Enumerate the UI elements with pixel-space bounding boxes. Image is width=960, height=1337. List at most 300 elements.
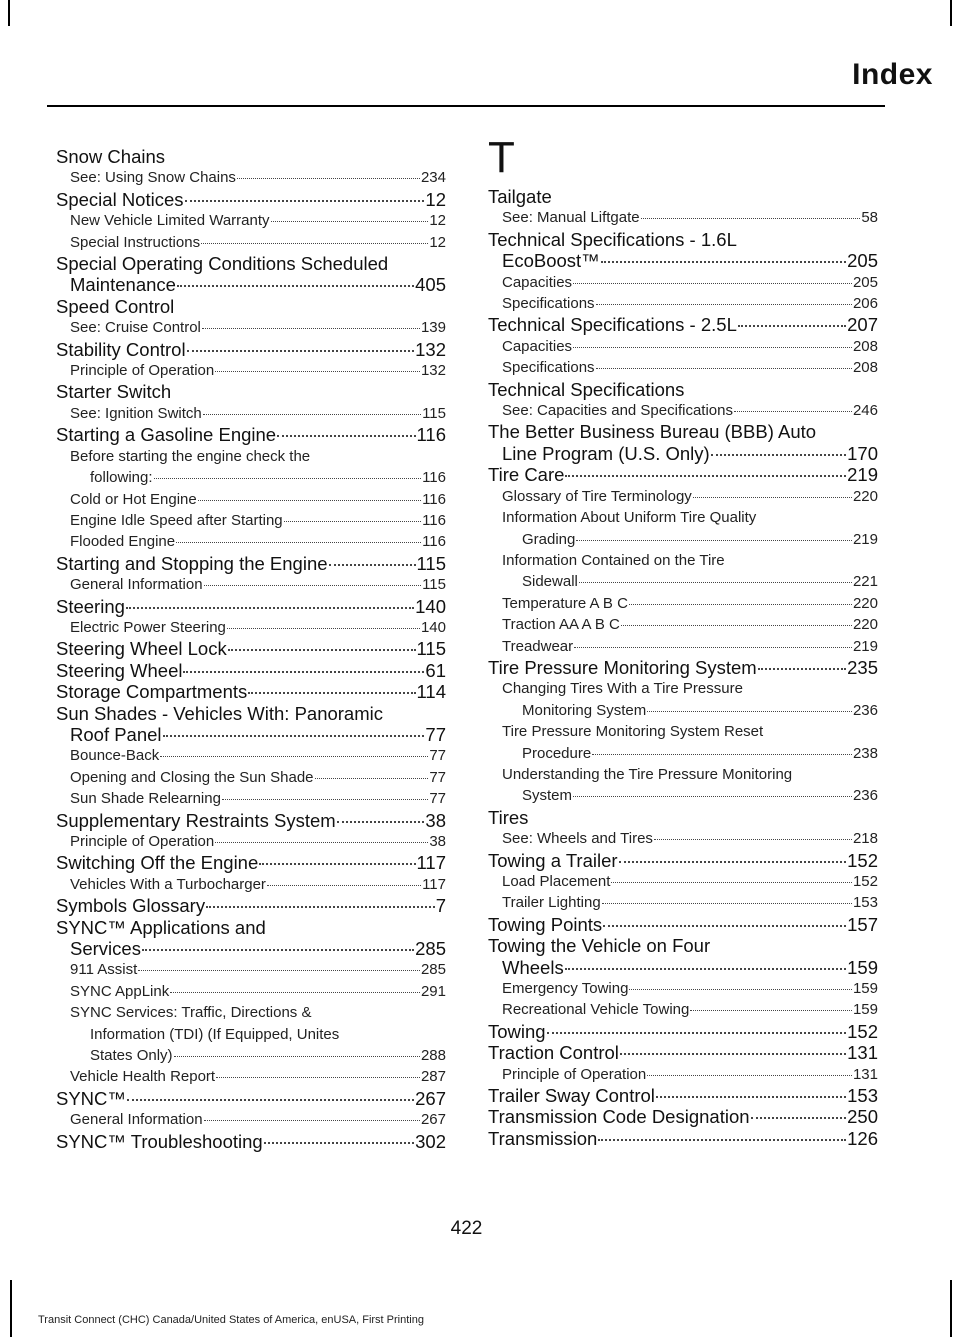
entry-text: Special Notices xyxy=(56,188,184,210)
entry-text: Roof Panel xyxy=(70,723,162,745)
dot-leader xyxy=(315,778,429,779)
index-entry xyxy=(56,638,446,659)
entry-page-number: 220 xyxy=(852,487,878,505)
index-subentry xyxy=(56,489,446,510)
entry-page-number: 131 xyxy=(852,1065,878,1083)
entry-page-number: 116 xyxy=(422,511,446,529)
index-entry xyxy=(488,379,878,400)
dot-leader xyxy=(620,1053,846,1055)
entry-text: Monitoring System xyxy=(522,701,647,719)
entry-text: SYNC™ xyxy=(56,1087,126,1109)
dot-leader xyxy=(228,649,416,651)
entry-text: Towing a Trailer xyxy=(488,849,618,871)
index-subentry xyxy=(488,400,878,421)
entry-page-number: 405 xyxy=(415,274,446,296)
dot-leader xyxy=(596,368,852,369)
entry-page-number: 285 xyxy=(420,961,446,979)
entry-text: Traction Control xyxy=(488,1042,619,1064)
index-subentry xyxy=(56,745,446,766)
index-entry xyxy=(488,807,878,828)
entry-text: Electric Power Steering xyxy=(70,618,226,636)
entry-page-number: 115 xyxy=(416,638,446,660)
dot-leader xyxy=(138,970,420,971)
index-entry xyxy=(56,596,446,617)
entry-text: Special Operating Conditions Scheduled xyxy=(56,253,389,275)
section-letter: T xyxy=(488,133,515,182)
entry-page-number: 287 xyxy=(420,1068,446,1086)
entry-text: Sun Shades - Vehicles With: Panoramic xyxy=(56,702,383,724)
dot-leader xyxy=(711,454,846,456)
entry-text: Principle of Operation xyxy=(70,833,215,850)
index-subentry xyxy=(56,1066,446,1087)
entry-text: SYNC Services: Traffic, Directions & xyxy=(70,1004,312,1022)
index-subentry xyxy=(56,617,446,638)
entry-text: Snow Chains xyxy=(56,146,166,167)
entry-text: Starting and Stopping the Engine xyxy=(56,552,328,574)
index-column-right xyxy=(488,133,878,1149)
entry-page-number: 116 xyxy=(422,490,446,508)
dot-leader xyxy=(204,585,422,586)
entry-page-number: 38 xyxy=(429,833,446,850)
index-subentry xyxy=(56,446,446,489)
crop-mark xyxy=(950,0,952,26)
dot-leader xyxy=(271,221,429,222)
dot-leader xyxy=(170,992,420,993)
title-divider xyxy=(47,105,885,107)
index-subentry xyxy=(56,210,446,231)
entry-text: See: Cruise Control xyxy=(70,319,201,337)
crop-mark xyxy=(8,0,10,26)
dot-leader xyxy=(621,625,852,626)
entry-page-number: 238 xyxy=(852,744,878,762)
index-subentry xyxy=(488,593,878,614)
dot-leader xyxy=(174,1056,420,1057)
index-entry xyxy=(56,917,446,960)
entry-page-number: 208 xyxy=(852,359,878,377)
dot-leader xyxy=(547,1032,847,1034)
entry-page-number: 126 xyxy=(847,1127,878,1149)
index-subentry xyxy=(488,828,878,849)
dot-leader xyxy=(565,475,846,477)
entry-page-number: 58 xyxy=(861,209,878,227)
index-column-left xyxy=(56,146,446,1152)
index-subentry xyxy=(56,1109,446,1130)
dot-leader xyxy=(647,1075,852,1076)
entry-text: SYNC™ Applications and xyxy=(56,916,266,938)
index-entry xyxy=(56,810,446,831)
index-entry xyxy=(56,339,446,360)
dot-leader xyxy=(629,989,852,990)
entry-page-number: 236 xyxy=(852,701,878,719)
entry-page-number: 132 xyxy=(420,362,446,380)
entry-text: Towing the Vehicle on Four xyxy=(488,935,711,957)
entry-page-number: 220 xyxy=(852,594,878,612)
index-subentry xyxy=(488,871,878,892)
index-subentry xyxy=(488,978,878,999)
entry-page-number: 139 xyxy=(420,319,446,337)
dot-leader xyxy=(202,328,420,329)
index-subentry xyxy=(488,293,878,314)
dot-leader xyxy=(216,1077,420,1078)
entry-page-number: 77 xyxy=(429,747,446,765)
dot-leader xyxy=(284,521,421,522)
index-entry xyxy=(488,314,878,335)
entry-text: Maintenance xyxy=(70,274,176,296)
index-entry xyxy=(488,1085,878,1106)
dot-leader xyxy=(185,200,425,202)
entry-text: Capacities xyxy=(502,273,573,291)
entry-page-number: 250 xyxy=(847,1106,878,1128)
entry-text: New Vehicle Limited Warranty xyxy=(70,212,270,230)
entry-text: Starter Switch xyxy=(56,381,172,403)
entry-text: General Information xyxy=(70,1111,203,1129)
entry-page-number: 302 xyxy=(415,1130,446,1152)
entry-text: System xyxy=(522,787,573,805)
dot-leader xyxy=(738,325,846,327)
entry-text: Tires xyxy=(488,806,529,828)
entry-text: Supplementary Restraints System xyxy=(56,809,336,831)
index-subentry xyxy=(56,959,446,980)
entry-page-number: 267 xyxy=(415,1087,446,1109)
index-subentry xyxy=(488,336,878,357)
entry-page-number: 157 xyxy=(847,913,878,935)
entry-page-number: 117 xyxy=(422,875,446,893)
entry-text: Information About Uniform Tire Quality xyxy=(502,509,757,527)
entry-text: Sidewall xyxy=(522,573,578,591)
entry-text: Trailer Sway Control xyxy=(488,1085,655,1107)
entry-text: Steering Wheel Lock xyxy=(56,638,227,660)
dot-leader xyxy=(198,500,421,501)
entry-text: See: Wheels and Tires xyxy=(502,830,653,848)
entry-text: Speed Control xyxy=(56,295,175,317)
entry-page-number: 219 xyxy=(852,530,878,548)
entry-text: Special Instructions xyxy=(70,233,201,251)
entry-text: Services xyxy=(70,938,141,960)
dot-leader xyxy=(248,692,415,694)
entry-page-number: 236 xyxy=(852,787,878,805)
index-entry xyxy=(488,914,878,935)
index-entry xyxy=(56,553,446,574)
dot-leader xyxy=(690,1010,852,1011)
entry-text: Specifications xyxy=(502,295,595,313)
entry-text: Capacities xyxy=(502,337,573,355)
index-subentry xyxy=(56,510,446,531)
entry-text: Towing Points xyxy=(488,913,603,935)
dot-leader xyxy=(641,218,861,219)
crop-mark xyxy=(10,1280,12,1337)
entry-page-number: 221 xyxy=(852,573,878,591)
index-entry xyxy=(488,850,878,871)
footer-text: Transit Connect (CHC) Canada/United States of America, enUSA, First Printing xyxy=(38,1314,424,1326)
index-entry xyxy=(56,424,446,445)
entry-page-number: 207 xyxy=(847,314,878,336)
dot-leader xyxy=(579,582,852,583)
index-subentry xyxy=(56,788,446,809)
dot-leader xyxy=(576,540,852,541)
entry-text: Tire Pressure Monitoring System Reset xyxy=(502,723,764,741)
entry-page-number: 159 xyxy=(852,980,878,998)
index-subentry xyxy=(56,360,446,381)
entry-text: Steering xyxy=(56,595,125,617)
entry-page-number: 219 xyxy=(852,637,878,655)
entry-page-number: 132 xyxy=(415,338,446,360)
index-subentry xyxy=(56,317,446,338)
entry-page-number: 117 xyxy=(416,852,446,874)
dot-leader xyxy=(227,628,420,629)
dot-leader xyxy=(160,756,428,757)
entry-text: Bounce-Back xyxy=(70,747,160,765)
dot-leader xyxy=(264,1142,414,1144)
dot-leader xyxy=(603,925,846,927)
index-subentry xyxy=(56,574,446,595)
entry-text: Engine Idle Speed after Starting xyxy=(70,511,283,529)
entry-page-number: 267 xyxy=(420,1111,446,1129)
index-entry xyxy=(56,381,446,402)
index-entry xyxy=(56,703,446,746)
entry-text: Steering Wheel xyxy=(56,659,183,681)
entry-text: See: Manual Liftgate xyxy=(502,209,640,227)
entry-text: EcoBoost™ xyxy=(502,250,600,272)
index-subentry xyxy=(488,207,878,228)
index-subentry xyxy=(488,999,878,1020)
entry-page-number: 152 xyxy=(847,849,878,871)
entry-text: Procedure xyxy=(522,744,592,762)
dot-leader xyxy=(126,607,414,609)
entry-text: Temperature A B C xyxy=(502,594,628,612)
index-entry xyxy=(56,852,446,873)
index-subentry xyxy=(488,892,878,913)
entry-page-number: 159 xyxy=(852,1001,878,1019)
entry-page-number: 206 xyxy=(852,295,878,313)
entry-page-number: 291 xyxy=(420,982,446,1000)
entry-page-number: 7 xyxy=(435,895,446,917)
entry-page-number: 220 xyxy=(852,616,878,634)
dot-leader xyxy=(573,347,852,348)
index-subentry xyxy=(488,272,878,293)
entry-text: Storage Compartments xyxy=(56,681,248,703)
index-entry xyxy=(56,146,446,167)
entry-page-number: 77 xyxy=(425,723,446,745)
entry-page-number: 153 xyxy=(847,1085,878,1107)
entry-text: Switching Off the Engine xyxy=(56,852,259,874)
dot-leader xyxy=(573,283,852,284)
entry-text: Starting a Gasoline Engine xyxy=(56,424,277,446)
entry-page-number: 114 xyxy=(416,681,446,703)
index-entry xyxy=(56,253,446,296)
index-subentry xyxy=(56,403,446,424)
entry-text: Principle of Operation xyxy=(70,362,215,380)
entry-page-number: 234 xyxy=(420,169,446,187)
index-entry xyxy=(56,681,446,702)
dot-leader xyxy=(222,799,428,800)
index-entry xyxy=(56,189,446,210)
entry-page-number: 246 xyxy=(852,402,878,420)
entry-text: Traction AA A B C xyxy=(502,616,620,634)
entry-page-number: 205 xyxy=(847,250,878,272)
index-entry xyxy=(56,660,446,681)
index-subentry xyxy=(56,232,446,253)
index-entry xyxy=(488,421,878,464)
dot-leader xyxy=(183,671,424,673)
dot-leader xyxy=(176,542,421,543)
entry-page-number: 77 xyxy=(429,790,446,808)
entry-text: Line Program (U.S. Only) xyxy=(502,442,710,464)
dot-leader xyxy=(592,754,852,755)
entry-text: Technical Specifications xyxy=(488,378,685,400)
dot-leader xyxy=(215,371,420,372)
index-entry xyxy=(488,464,878,485)
entry-text: Before starting the engine check the xyxy=(70,447,311,465)
dot-leader xyxy=(267,885,421,886)
dot-leader xyxy=(573,796,852,797)
dot-leader xyxy=(602,903,852,904)
dot-leader xyxy=(206,906,435,908)
entry-page-number: 152 xyxy=(852,873,878,890)
entry-page-number: 159 xyxy=(847,956,878,978)
entry-text: See: Capacities and Specifications xyxy=(502,402,733,420)
entry-text: Technical Specifications - 2.5L xyxy=(488,314,737,336)
dot-leader xyxy=(277,435,415,437)
entry-page-number: 170 xyxy=(847,442,878,464)
entry-text: Transmission xyxy=(488,1127,598,1149)
entry-text: Tire Pressure Monitoring System xyxy=(488,656,757,678)
dot-leader xyxy=(201,243,428,244)
entry-page-number: 235 xyxy=(847,656,878,678)
entry-text: General Information xyxy=(70,576,203,594)
entry-text: 911 Assist xyxy=(70,961,138,979)
dot-leader xyxy=(329,564,416,566)
entry-text: Glossary of Tire Terminology xyxy=(502,487,692,505)
entry-text: Understanding the Tire Pressure Monitoring xyxy=(502,765,793,783)
entry-page-number: 12 xyxy=(429,233,446,251)
entry-page-number: 61 xyxy=(425,659,446,681)
page-title: Index xyxy=(852,58,933,91)
dot-leader xyxy=(758,668,846,670)
entry-text: Opening and Closing the Sun Shade xyxy=(70,768,314,786)
index-subentry xyxy=(56,167,446,188)
entry-text: Flooded Engine xyxy=(70,533,176,551)
entry-text: SYNC AppLink xyxy=(70,982,170,1000)
index-entry xyxy=(56,296,446,317)
entry-page-number: 115 xyxy=(422,576,446,594)
entry-page-number: 140 xyxy=(420,618,446,636)
entry-page-number: 116 xyxy=(422,533,446,551)
entry-page-number: 38 xyxy=(425,809,446,831)
entry-text: Vehicle Health Report xyxy=(70,1068,216,1086)
index-entry xyxy=(488,1042,878,1063)
index-entry xyxy=(56,1131,446,1152)
entry-page-number: 115 xyxy=(416,552,446,574)
dot-leader xyxy=(163,735,425,737)
entry-text: See: Ignition Switch xyxy=(70,404,202,422)
index-subentry xyxy=(488,614,878,635)
entry-text: The Better Business Bureau (BBB) Auto xyxy=(488,421,817,443)
entry-text: Principle of Operation xyxy=(502,1065,647,1083)
entry-text: Grading xyxy=(522,530,576,548)
index-subentry xyxy=(488,486,878,507)
index-entry xyxy=(488,229,878,272)
entry-text: Sun Shade Relearning xyxy=(70,790,221,808)
entry-text: Wheels xyxy=(502,956,564,978)
index-entry xyxy=(488,1128,878,1149)
index-subentry xyxy=(56,981,446,1002)
index-entry xyxy=(488,186,878,207)
entry-text: Towing xyxy=(488,1020,546,1042)
dot-leader xyxy=(187,350,415,352)
entry-page-number: 77 xyxy=(429,768,446,786)
dot-leader xyxy=(574,647,852,648)
entry-text: Recreational Vehicle Towing xyxy=(502,1001,690,1019)
entry-text: Changing Tires With a Tire Pressure xyxy=(502,680,743,698)
entry-page-number: 219 xyxy=(847,464,878,486)
index-entry xyxy=(488,657,878,678)
index-entry xyxy=(56,1088,446,1109)
dot-leader xyxy=(751,1117,847,1119)
entry-text: Treadwear xyxy=(502,637,574,655)
entry-text: Symbols Glossary xyxy=(56,895,206,917)
entry-text: Transmission Code Designation xyxy=(488,1106,750,1128)
index-entry xyxy=(488,1106,878,1127)
entry-text: Tailgate xyxy=(488,186,552,207)
dot-leader xyxy=(204,1120,420,1121)
index-subentry xyxy=(56,831,446,852)
entry-page-number: 208 xyxy=(852,337,878,355)
crop-mark xyxy=(950,1280,952,1337)
dot-leader xyxy=(259,863,415,865)
entry-text: Trailer Lighting xyxy=(502,894,601,912)
index-subentry xyxy=(488,764,878,807)
entry-text: States Only) xyxy=(90,1047,173,1065)
dot-leader xyxy=(127,1099,414,1101)
dot-leader xyxy=(142,949,414,951)
entry-page-number: 115 xyxy=(422,404,446,422)
dot-leader xyxy=(177,285,414,287)
index-subentry xyxy=(488,721,878,764)
entry-page-number: 116 xyxy=(416,424,446,446)
entry-text: Tire Care xyxy=(488,464,565,486)
entry-page-number: 152 xyxy=(847,1020,878,1042)
dot-leader xyxy=(693,497,852,498)
dot-leader xyxy=(203,414,421,415)
dot-leader xyxy=(237,178,420,179)
dot-leader xyxy=(611,882,852,883)
dot-leader xyxy=(619,861,847,863)
entry-page-number: 116 xyxy=(422,469,446,487)
index-subentry xyxy=(56,767,446,788)
entry-page-number: 12 xyxy=(429,212,446,230)
entry-text: Vehicles With a Turbocharger xyxy=(70,875,266,893)
entry-page-number: 140 xyxy=(415,595,446,617)
index-subentry xyxy=(488,1064,878,1085)
dot-leader xyxy=(629,604,852,605)
entry-page-number: 218 xyxy=(852,830,878,848)
entry-text: Emergency Towing xyxy=(502,980,629,998)
index-subentry xyxy=(488,507,878,550)
entry-text: Information (TDI) (If Equipped, Unites xyxy=(90,1025,340,1043)
entry-text: See: Using Snow Chains xyxy=(70,169,236,187)
entry-page-number: 131 xyxy=(847,1042,878,1064)
index-entry xyxy=(56,895,446,916)
index-entry xyxy=(488,935,878,978)
dot-leader xyxy=(656,1096,846,1098)
page-number: 422 xyxy=(450,1218,483,1239)
entry-page-number: 205 xyxy=(852,273,878,291)
dot-leader xyxy=(596,304,852,305)
dot-leader xyxy=(215,842,428,843)
index-subentry xyxy=(488,678,878,721)
dot-leader xyxy=(734,411,852,412)
entry-page-number: 153 xyxy=(852,894,878,912)
